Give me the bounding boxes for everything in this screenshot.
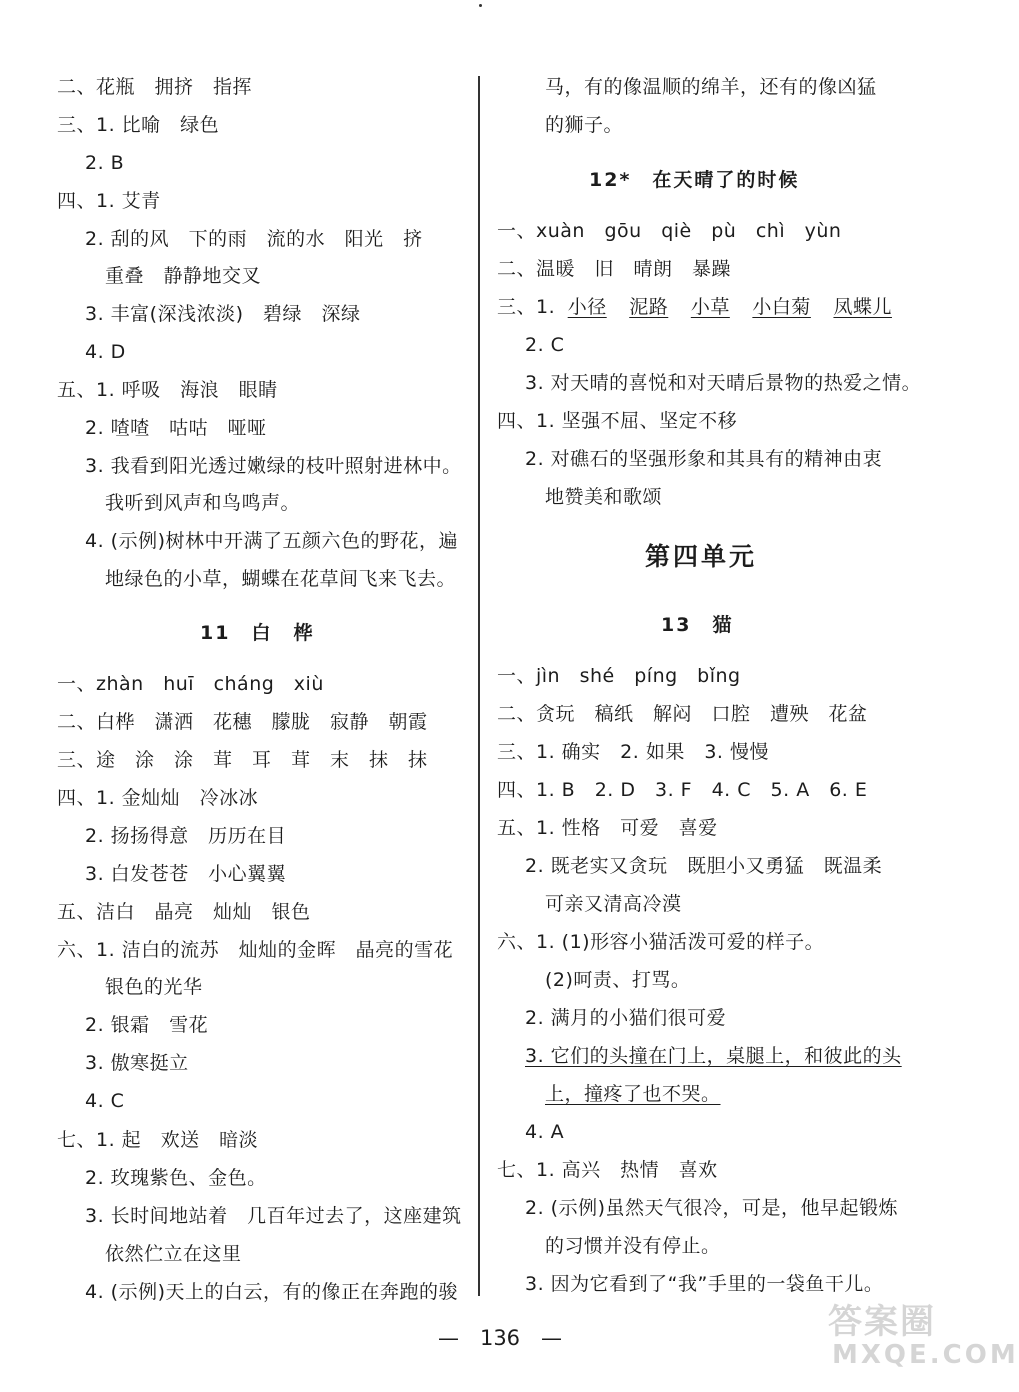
- answer-line: 四、1. 金灿灿 冷冰冰: [57, 787, 259, 809]
- answer-line: 一、xuàn gōu qiè pù chì yùn: [497, 220, 842, 242]
- lesson-12-title: 12* 在天晴了的时候: [589, 169, 800, 191]
- watermark-logo: [828, 1294, 1019, 1374]
- answer-line: [497, 293, 892, 321]
- answer-line: 4. C: [85, 1090, 125, 1112]
- answer-line: 3. 它们的头撞在门上，桌腿上，和彼此的头: [525, 1045, 902, 1067]
- answer-line: (2)呵责、打骂。: [545, 969, 691, 991]
- answer-line: 二、温暖 旧 晴朗 暴躁: [497, 258, 732, 280]
- watermark-text: 答案圈: [828, 1302, 936, 1342]
- answer-line: 上，撞疼了也不哭。: [545, 1083, 721, 1105]
- answer-line: 3. 丰富(深浅浓淡) 碧绿 深绿: [85, 303, 361, 325]
- answer-line: 2. 刮的风 下的雨 流的水 阳光 挤: [85, 228, 423, 250]
- answer-line: 4. (示例)天上的白云，有的像正在奔跑的骏: [85, 1281, 458, 1303]
- answer-line: 2. C: [525, 334, 565, 356]
- answer-line: 六、1. 洁白的流苏 灿灿的金晖 晶亮的雪花: [57, 939, 454, 961]
- lesson-13-title: 13 猫: [661, 614, 734, 636]
- answer-line: 2. 满月的小猫们很可爱: [525, 1007, 727, 1029]
- answer-line: 七、1. 起 欢送 暗淡: [57, 1129, 259, 1151]
- answer-line: 六、1. (1)形容小猫活泼可爱的样子。: [497, 931, 825, 953]
- answer-line: 3. 白发苍苍 小心翼翼: [85, 863, 287, 885]
- answer-line: 地赞美和歌颂: [545, 486, 663, 508]
- answer-line: 三、1. 确实 2. 如果 3. 慢慢: [497, 741, 770, 763]
- answer-line: 3. 傲寒挺立: [85, 1052, 189, 1074]
- underlined-answer: 泥路: [629, 296, 669, 318]
- answer-line: 一、zhàn huī cháng xiù: [57, 673, 324, 695]
- answer-line: 重叠 静静地交叉: [105, 265, 262, 287]
- answer-line: 2. 既老实又贪玩 既胆小又勇猛 既温柔: [525, 855, 883, 877]
- answer-line: 2. 喳喳 咕咕 哑哑: [85, 417, 267, 439]
- answer-line: 2. 扬扬得意 历历在目: [85, 825, 287, 847]
- underlined-answer: 小径: [567, 296, 607, 318]
- answer-line: 一、jìn shé píng bǐng: [497, 665, 741, 687]
- answer-line: 五、1. 性格 可爱 喜爱: [497, 817, 718, 839]
- answer-line: 二、花瓶 拥挤 指挥: [57, 76, 253, 98]
- answer-line: 2. 对礁石的坚强形象和其具有的精神由衷: [525, 448, 883, 470]
- answer-line: 4. D: [85, 341, 126, 363]
- answer-line: 五、洁白 晶亮 灿灿 银色: [57, 901, 311, 923]
- answer-line: 四、1. B 2. D 3. F 4. C 5. A 6. E: [497, 779, 868, 801]
- answer-line: 3. 我看到阳光透过嫩绿的枝叶照射进林中。: [85, 455, 462, 477]
- answer-line: 四、1. 艾青: [57, 190, 161, 212]
- underlined-answer: 小白菊: [752, 296, 811, 318]
- answer-line: 3. 长时间地站着 几百年过去了，这座建筑: [85, 1205, 462, 1227]
- answer-line: 2. 银霜 雪花: [85, 1014, 209, 1036]
- lesson-11-title: 11 白 桦: [200, 622, 315, 644]
- top-dot: [479, 4, 482, 7]
- answer-line: 马，有的像温顺的绵羊，还有的像凶猛: [545, 76, 877, 98]
- answer-line: 3. 因为它看到了“我”手里的一袋鱼干儿。: [525, 1273, 884, 1295]
- answer-line: 五、1. 呼吸 海浪 眼睛: [57, 379, 278, 401]
- answer-line: 三、途 涂 涂 茸 耳 茸 末 抹 抹: [57, 749, 428, 771]
- answer-line: 3. 对天晴的喜悦和对天晴后景物的热爱之情。: [525, 372, 922, 394]
- answer-line: 的习惯并没有停止。: [545, 1235, 721, 1257]
- answer-line: 地绿色的小草，蝴蝶在花草间飞来飞去。: [105, 568, 457, 590]
- answer-line: 2. B: [85, 152, 125, 174]
- unit-title: 第四单元: [645, 542, 758, 571]
- watermark-url: MXQE.COM: [832, 1340, 1019, 1370]
- column-divider: [478, 76, 480, 1296]
- page-number: — 136 —: [437, 1326, 563, 1350]
- answer-line: 三、1. 比喻 绿色: [57, 114, 220, 136]
- answer-line: 四、1. 坚强不屈、坚定不移: [497, 410, 738, 432]
- answer-line: 七、1. 高兴 热情 喜欢: [497, 1159, 718, 1181]
- underlined-answer: 凤蝶儿: [833, 296, 892, 318]
- answer-line: 2. (示例)虽然天气很冷，可是，他早起锻炼: [525, 1197, 898, 1219]
- answer-line: 可亲又清高冷漠: [545, 893, 682, 915]
- answer-line: 依然伫立在这里: [105, 1243, 242, 1265]
- answer-line: 4. (示例)树林中开满了五颜六色的野花，遍: [85, 530, 458, 552]
- answer-line: 4. A: [525, 1121, 565, 1143]
- answer-line: 的狮子。: [545, 114, 624, 136]
- answer-line: 2. 玫瑰紫色、金色。: [85, 1167, 267, 1189]
- answer-line: 我听到风声和鸟鸣声。: [105, 492, 301, 514]
- answer-line: 银色的光华: [105, 976, 203, 998]
- underlined-answer: 小草: [690, 296, 730, 318]
- answer-line: 二、白桦 潇洒 花穗 朦胧 寂静 朝霞: [57, 711, 428, 733]
- answer-line: 二、贪玩 稿纸 解闷 口腔 遭殃 花盆: [497, 703, 868, 725]
- answer-prefix: 三、1.: [497, 296, 556, 318]
